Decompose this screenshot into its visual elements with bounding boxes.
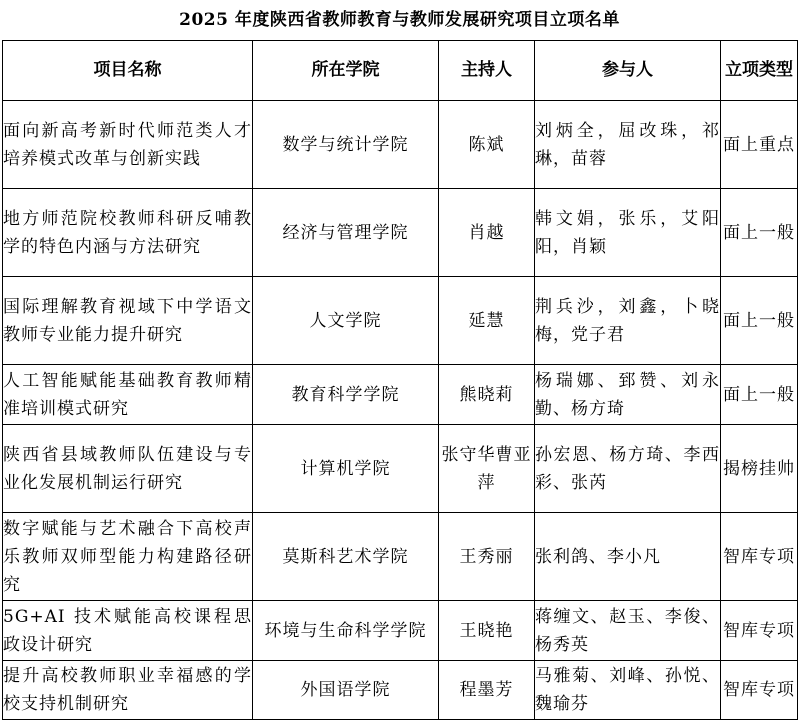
table-row [3,513,798,601]
table-row [3,189,798,277]
cell-project-name: 5G+AI 技术赋能高校课程思政设计研究 [3,601,253,661]
cell-members: 孙宏恩、杨方琦、李西彩、张芮 [535,425,721,513]
cell-members: 刘炳全，屈改珠，祁 琳，苗蓉 [535,101,721,189]
cell-project-name: 地方师范院校教师科研反哺教学的特色内涵与方法研究 [3,189,253,277]
header-project-type: 立项类型 [721,41,798,101]
cell-host: 肖越 [439,189,535,277]
header-project-name: 项目名称 [3,41,253,101]
cell-members: 张利鸽、李小凡 [535,513,721,601]
cell-project-name: 国际理解教育视域下中学语文教师专业能力提升研究 [3,277,253,365]
cell-college: 外国语学院 [253,661,439,720]
cell-host: 延慧 [439,277,535,365]
cell-project-type: 智库专项 [721,661,798,720]
table-row [3,101,798,189]
cell-college: 莫斯科艺术学院 [253,513,439,601]
cell-college: 人文学院 [253,277,439,365]
cell-project-type: 智库专项 [721,601,798,661]
cell-project-name: 数字赋能与艺术融合下高校声乐教师双师型能力构建路径研究 [3,513,253,601]
header-members: 参与人 [535,41,721,101]
cell-college: 计算机学院 [253,425,439,513]
cell-host: 熊晓莉 [439,365,535,425]
table-header-row [3,41,798,101]
cell-host: 陈斌 [439,101,535,189]
header-college: 所在学院 [253,41,439,101]
project-list-table [2,40,798,720]
table-row [3,601,798,661]
cell-members: 蒋缠文、赵玉、李俊、杨秀英 [535,601,721,661]
cell-project-name: 提升高校教师职业幸福感的学校支持机制研究 [3,661,253,720]
table-row [3,425,798,513]
cell-host: 王晓艳 [439,601,535,661]
cell-project-name: 陕西省县域教师队伍建设与专业化发展机制运行研究 [3,425,253,513]
table-row [3,365,798,425]
cell-college: 数学与统计学院 [253,101,439,189]
cell-project-name: 人工智能赋能基础教育教师精准培训模式研究 [3,365,253,425]
table-row [3,277,798,365]
cell-host: 程墨芳 [439,661,535,720]
cell-college: 环境与生命科学学院 [253,601,439,661]
cell-project-type: 面上重点 [721,101,798,189]
cell-project-type: 面上一般 [721,189,798,277]
cell-host: 张守华曹亚萍 [439,425,535,513]
cell-project-type: 面上一般 [721,277,798,365]
cell-project-type: 智库专项 [721,513,798,601]
cell-college: 经济与管理学院 [253,189,439,277]
table-row [3,661,798,720]
document-title: 2025 年度陕西省教师教育与教师发展研究项目立项名单 [179,10,620,30]
cell-members: 荆兵沙，刘鑫，卜晓梅，党子君 [535,277,721,365]
header-host: 主持人 [439,41,535,101]
cell-project-type: 面上一般 [721,365,798,425]
cell-college: 教育科学学院 [253,365,439,425]
cell-members: 杨瑞娜、郅赞、刘永勤、杨方琦 [535,365,721,425]
cell-project-name: 面向新高考新时代师范类人才培养模式改革与创新实践 [3,101,253,189]
cell-host: 王秀丽 [439,513,535,601]
cell-members: 马雅菊、刘峰、孙悦、魏瑜芬 [535,661,721,720]
cell-members: 韩文娟，张乐，艾阳阳，肖颖 [535,189,721,277]
cell-project-type: 揭榜挂帅 [721,425,798,513]
